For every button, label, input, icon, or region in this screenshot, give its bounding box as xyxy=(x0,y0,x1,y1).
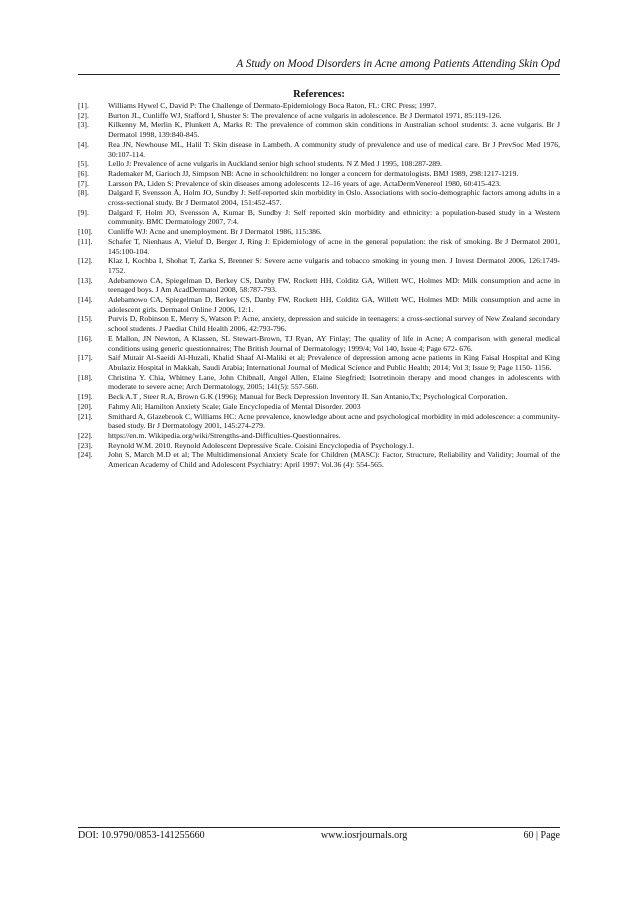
reference-number: [14]. xyxy=(78,295,93,305)
reference-text: Burton JL, Cunliffe WJ, Stafford I, Shuster S: The prevalence of acne vulgaris in adolescence. Br J Dermatol 1971, 85:119-126. xyxy=(108,110,502,120)
reference-text: Fahmy Ali; Hamilton Anxiety Scale; Gale Encyclopedia of Mental Disorder. 2003 xyxy=(108,401,361,411)
references-heading: References: xyxy=(293,89,345,100)
reference-text: Purvis D, Robinson E, Merry S, Watson P: Acne, anxiety, depression and suicide in teenagers: a cross-sectional survey of New Zealand secondary school students. J Paediat Child Health 2006, 42:793-796. xyxy=(108,314,560,334)
reference-item xyxy=(78,179,560,189)
reference-number: [7]. xyxy=(78,178,89,188)
reference-number: [11]. xyxy=(78,236,93,246)
reference-item xyxy=(78,101,560,111)
reference-number: [22]. xyxy=(78,430,93,440)
reference-text: Dalgard F, Holm JO, Svensson A, Kumar B, Sundby J: Self reported skin morbidity and ethnicity: a population-based study in a Western community. BMC Dermatology 2007, 7:4. xyxy=(108,207,560,227)
footer-site: www.iosrjournals.org xyxy=(320,830,408,841)
reference-text: Smithard A, Glazebrook C, Williams HC: Acne prevalence, knowledge about acne and psychological morbidity in mid adolescence: a community-based study. Br J Dermatology 2001, 145:274-279. xyxy=(108,411,560,431)
reference-text: Klaz I, Kochba I, Shohat T, Zarka S, Brenner S: Severe acne vulgaris and tobacco smoking in young men. J Invest Dermatol 2006, 126:1749-1752. xyxy=(108,256,560,275)
reference-item xyxy=(78,227,560,237)
reference-number: [2]. xyxy=(78,110,89,120)
reference-text: Christina Y. Chia, Whitney Lane, John Chibnall, Angel Allen, Elaine Siegfried; Isotretinoin therapy and mood changes in adolescents with moderate to severe acne; Arch Dermatology, 2005; 141(5): 557-560. xyxy=(108,372,560,392)
reference-item xyxy=(78,412,560,431)
reference-number: [15]. xyxy=(78,314,93,324)
reference-item xyxy=(78,120,560,139)
reference-list xyxy=(78,101,560,470)
reference-text: Larsson PA, Liden S: Prevalence of skin diseases among adolescents 12–16 years of age. ActaDermVenereol 1980, 60:415-423. xyxy=(108,178,501,188)
reference-text: Rademaker M, Garioch JJ, Simpson NB: Acne in schoolchildren: no longer a concern for dermatologists. BMJ 1989, 298:1217-1219. xyxy=(108,168,519,178)
reference-number: [12]. xyxy=(78,256,93,266)
reference-item xyxy=(78,159,560,169)
footer-divider xyxy=(78,827,560,828)
reference-number: [20]. xyxy=(78,401,93,411)
reference-number: [8]. xyxy=(78,188,89,198)
reference-text: Reynold W.M. 2010. Reynold Adolescent Depressive Scale. Coisini Encyclopedia of Psychology.1. xyxy=(108,440,415,450)
header-divider xyxy=(78,74,560,75)
reference-item xyxy=(78,450,560,469)
reference-text: Beck A.T , Steer R.A, Brown G.K (1996); Manual for Beck Depression Inventory II. San Antanio,Tx; Psychological Corporation. xyxy=(108,392,508,402)
reference-item xyxy=(78,276,560,295)
reference-item xyxy=(78,208,560,227)
reference-item xyxy=(78,441,560,451)
reference-item xyxy=(78,392,560,402)
reference-item xyxy=(78,140,560,159)
reference-text: Adebamowo CA, Spiegelman D, Berkey CS, Danby FW, Rockett HH, Colditz GA, Willett WC, Holmes MD: Milk consumption and acne in adolescent girls. Dermatol Online J 2006, 12:1. xyxy=(108,295,560,314)
reference-number: [4]. xyxy=(78,139,89,149)
reference-item xyxy=(78,295,560,314)
reference-item xyxy=(78,314,560,333)
reference-number: [13]. xyxy=(78,275,93,285)
reference-item xyxy=(78,373,560,392)
reference-item xyxy=(78,256,560,275)
footer-doi: DOI: 10.9790/0853-141255660 xyxy=(78,830,205,841)
reference-text: E Mallon, JN Newton, A Klassen, SL Stewart-Brown, TJ Ryan, AY Finlay; The quality of life in Acne; A comparison with general medical conditions using generic questionnaires; The British Journal of Dermatology; 1999/4; Vol 140, Issue 4; Page 672- 676. xyxy=(108,333,560,353)
reference-number: [16]. xyxy=(78,333,93,343)
running-header-title: A Study on Mood Disorders in Acne among Patients Attending Skin Opd xyxy=(236,58,560,70)
reference-text: Lello J: Prevalence of acne vulgaris in Auckland senior high school students. N Z Med J 1995, 108:287-289. xyxy=(108,159,442,169)
reference-number: [21]. xyxy=(78,411,93,421)
reference-item xyxy=(78,188,560,207)
reference-number: [10]. xyxy=(78,227,93,237)
reference-number: [9]. xyxy=(78,207,89,217)
reference-item xyxy=(78,111,560,121)
reference-text: Kilkenny M, Merlin K, Plunkett A, Marks R: The prevalence of common skin conditions in Australian school students: 3. acne vulgaris. Br J Dermatol 1998, 139:840-845. xyxy=(108,120,560,140)
reference-text: https://en.m. Wikipedia.org/wiki/Strengths-and-Difficulties-Questionnaires. xyxy=(108,430,341,440)
reference-number: [24]. xyxy=(78,450,93,460)
reference-text: Williams Hywel C, David P: The Challenge of Dermato-Epidemiology Boca Raton, FL: CRC Press; 1997. xyxy=(108,101,437,110)
reference-text: Schafer T, Nienhaus A, Vieluf D, Berger J, Ring J: Epidemiology of acne in the general population: the risk of smoking. Br J Dermatol 2001, 145:100-104. xyxy=(108,236,560,256)
reference-number: [17]. xyxy=(78,353,93,363)
reference-item xyxy=(78,237,560,256)
reference-number: [3]. xyxy=(78,120,89,130)
reference-text: John S, March M.D et al; The Multidimensional Anxiety Scale for Children (MASC): Factor, Structure, Reliability and Validity; Journal of the American Academy of Child and Adolescent Psychiatry: April 1997: Vol.36 (4): 554-565. xyxy=(108,450,560,470)
reference-number: [23]. xyxy=(78,440,93,450)
reference-item xyxy=(78,169,560,179)
reference-item xyxy=(78,353,560,372)
reference-item xyxy=(78,431,560,441)
reference-text: Saif Mutair Al-Saeidi Al-Huzali, Khalid Shaaf Al-Maliki et al; Prevalence of depression among acne patients in King Faisal Hospital and King Abulaziz Hospital in Makkah, Saudi Arabia; International Journal of Medical Science and Public Health; 2014; Vol 3; Issue 9; Page 1150- 1156. xyxy=(108,353,560,372)
reference-number: [6]. xyxy=(78,168,89,178)
reference-text: Rea JN, Newhouse ML, Halil T: Skin disease in Lambeth. A community study of prevalence and use of medical care. Br J PrevSoc Med 1976, 30:107-114. xyxy=(108,139,560,159)
reference-number: [5]. xyxy=(78,159,89,169)
reference-text: Cunliffe WJ: Acne and unemployment. Br J Dermatol 1986, 115:386. xyxy=(108,227,322,237)
page-footer xyxy=(78,830,560,841)
reference-number: [19]. xyxy=(78,392,93,402)
reference-item xyxy=(78,334,560,353)
reference-text: Adebamowo CA, Spiegelman D, Berkey CS, Danby FW, Rockett HH, Colditz GA, Willett WC, Holmes MD: Milk consumption and acne in teenaged boys. J Am AcadDermatol 2008, 58:787-793. xyxy=(108,275,560,295)
reference-number: [18]. xyxy=(78,372,93,382)
reference-item xyxy=(78,402,560,412)
footer-page-number: 60 | Page xyxy=(523,830,560,841)
reference-number: [1]. xyxy=(78,101,89,110)
reference-text: Dalgard F, Svensson Å, Holm JO, Sundby J: Self-reported skin morbidity in Oslo. Associations with socio-demographic factors among adults in a cross-sectional study. Br J Dermatol 2004, 151:452-457. xyxy=(108,188,560,208)
